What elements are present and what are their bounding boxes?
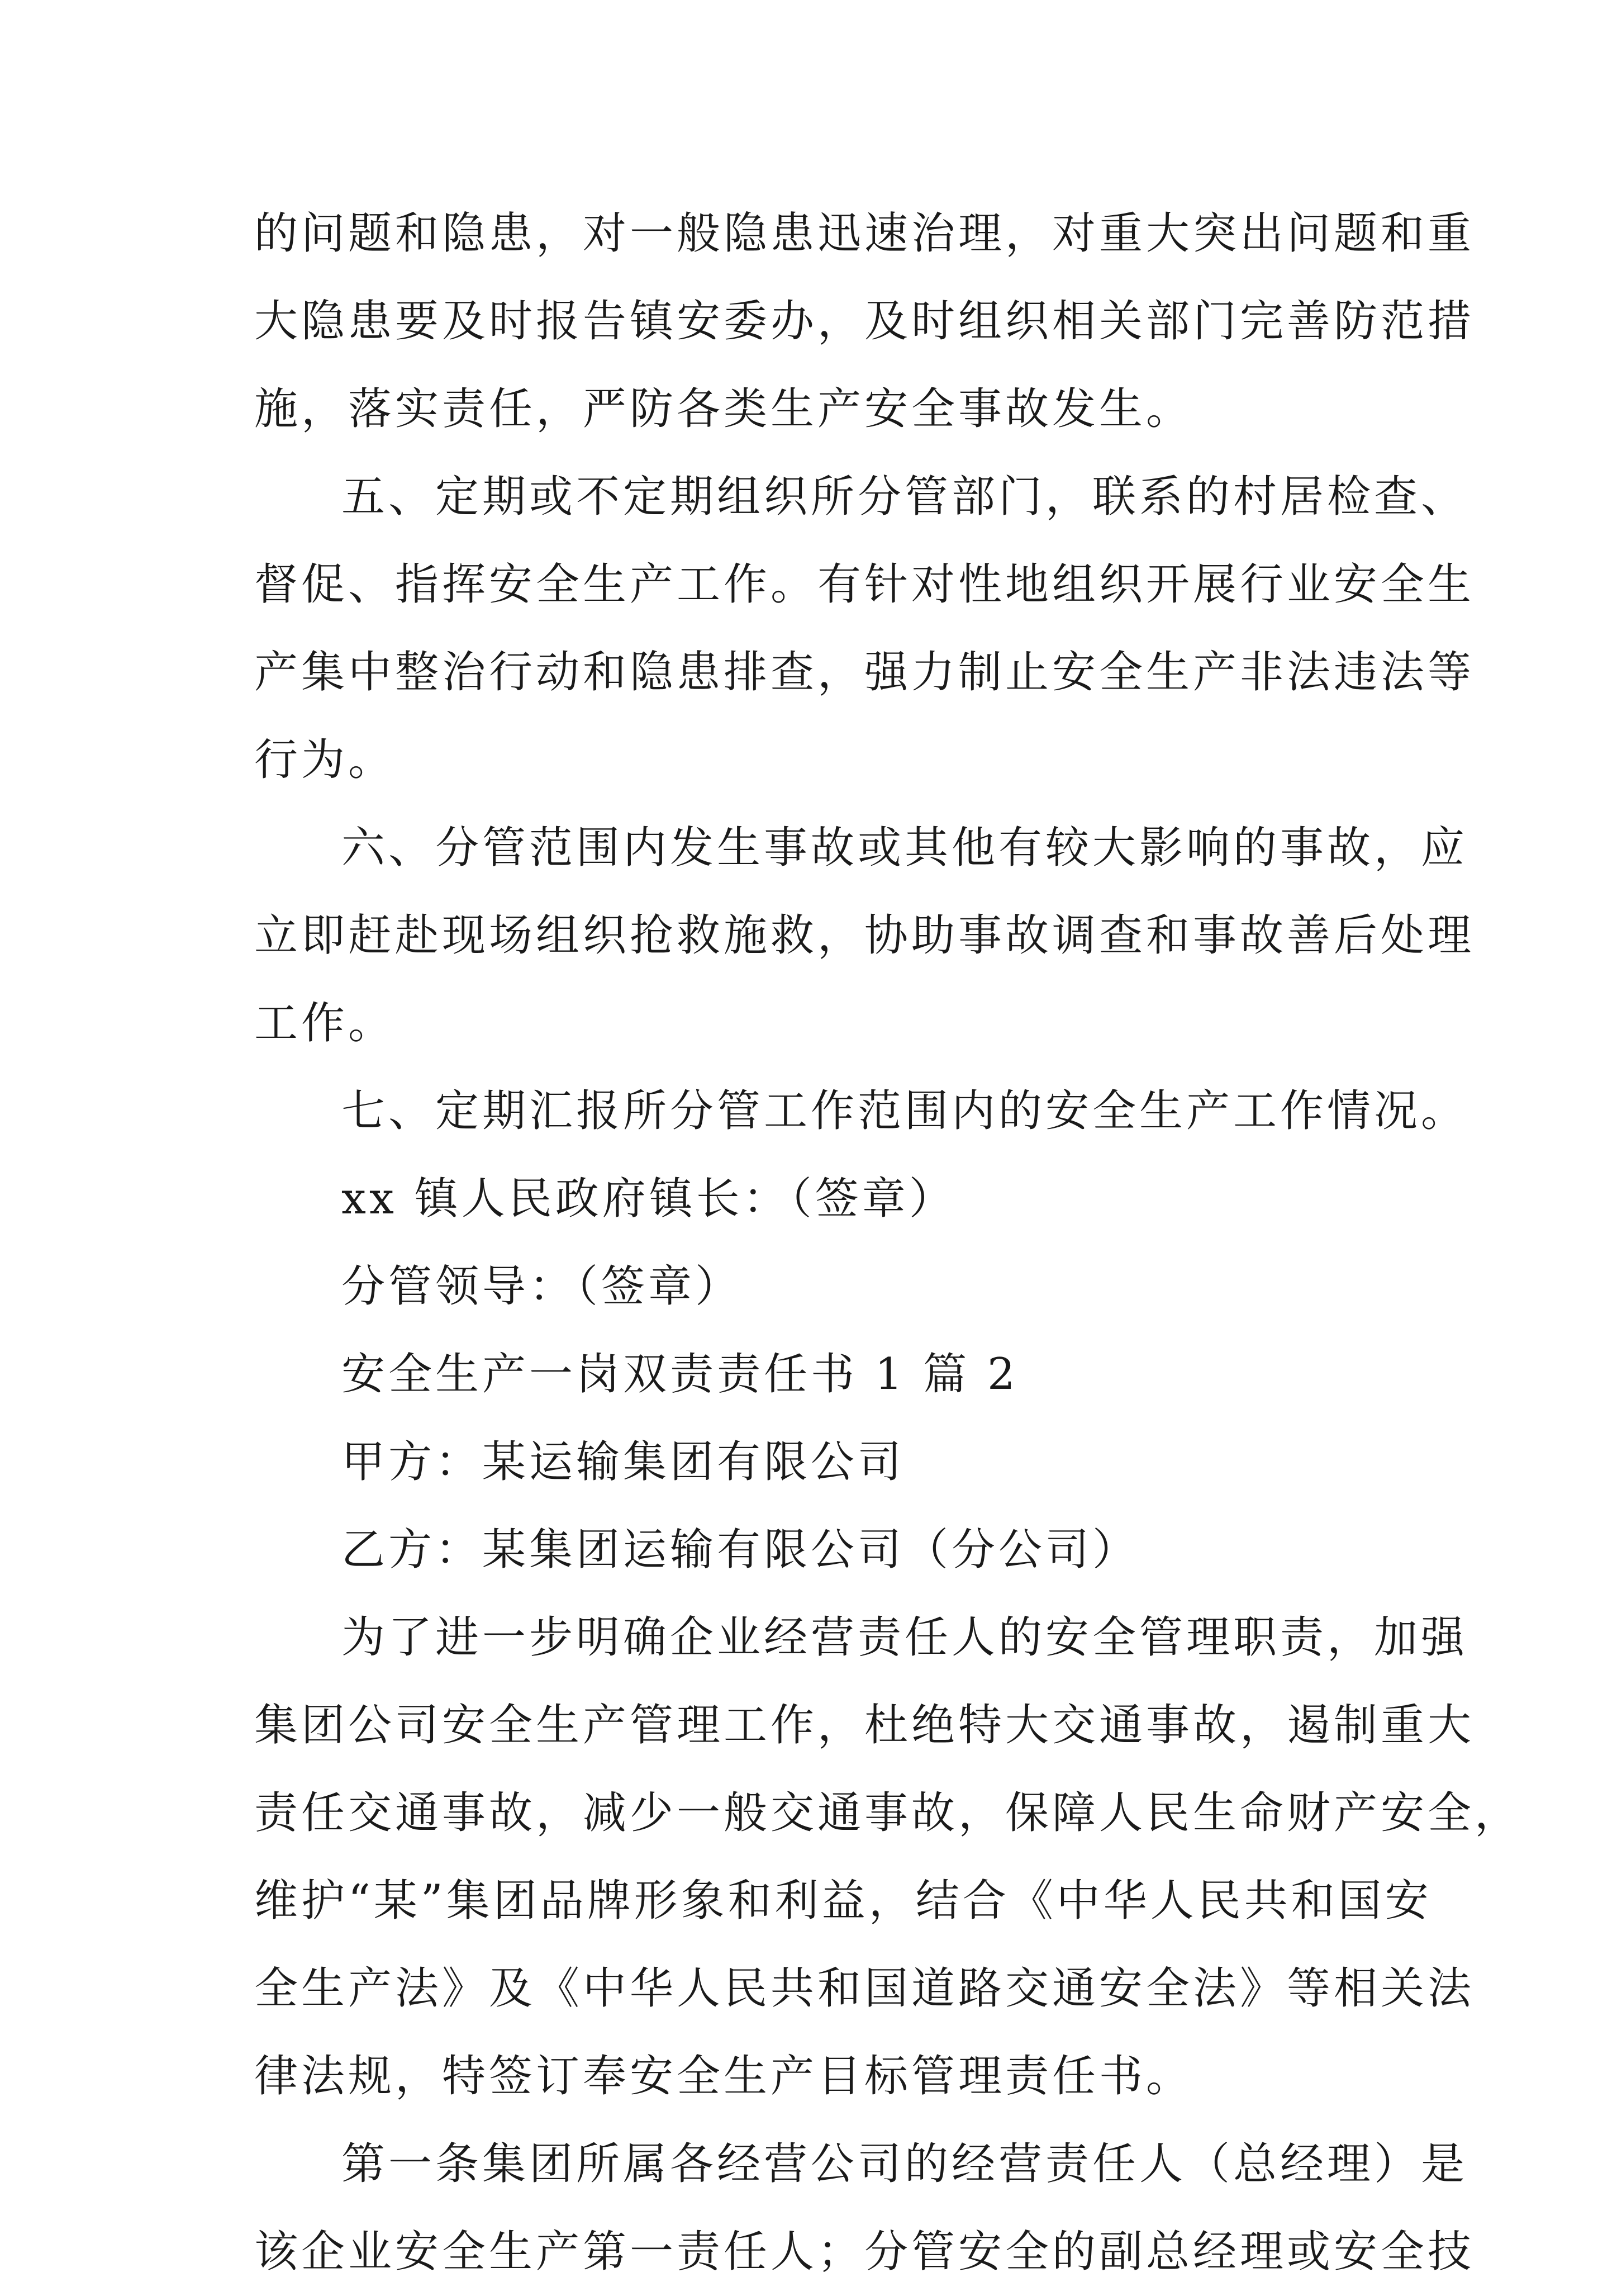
text-line: 五、定期或不定期组织所分管部门，联系的村居检查、 [341,472,1468,522]
text-line: 大隐患要及时报告镇安委办，及时组织相关部门完善防范措 [254,296,1475,347]
text-line: 六、分管范围内发生事故或其他有较大影响的事故，应 [341,823,1468,873]
text-line: 集团公司安全生产管理工作，杜绝特大交通事故，遏制重大 [254,1700,1475,1751]
text-line: 全生产法》及《中华人民共和国道路交通安全法》等相关法 [254,1963,1475,2014]
text-line: 产集中整治行动和隐患排查，强力制止安全生产非法违法等 [254,647,1475,698]
signature-line-mayor: xx 镇人民政府镇长：（签章） [341,1174,956,1224]
party-a: 甲方：某运输集团有限公司 [341,1437,905,1487]
text-line: 行为。 [254,735,396,785]
text-line: 第一条集团所属各经营公司的经营责任人（总经理）是 [341,2139,1468,2189]
text-line: 责任交通事故，减少一般交通事故，保障人民生命财产安全， [254,1788,1522,1838]
text-line: 督促、指挥安全生产工作。有针对性地组织开展行业安全生 [254,559,1475,610]
text-line: 该企业安全生产第一责任人；分管安全的副总经理或安全技 [254,2227,1475,2277]
text-line: 维护“某”集团品牌形象和利益，结合《中华人民共和国安 [254,1876,1432,1926]
text-line: 律法规，特签订奉安全生产目标管理责任书。 [254,2051,1193,2101]
document-body [254,190,1522,2296]
text-line: 的问题和隐患，对一般隐患迅速治理，对重大突出问题和重 [254,208,1475,259]
text-line: 工作。 [254,998,396,1049]
section-heading: 安全生产一岗双责责任书 1 篇 2 [341,1349,1019,1400]
signature-line-leader: 分管领导：（签章） [341,1261,743,1312]
text-line: 施，落实责任，严防各类生产安全事故发生。 [254,384,1193,434]
text-line: 为了进一步明确企业经营责任人的安全管理职责，加强 [341,1612,1468,1663]
text-line: 立即赶赴现场组织抢救施救，协助事故调查和事故善后处理 [254,910,1475,961]
text-line: 七、定期汇报所分管工作范围内的安全生产工作情况。 [341,1086,1468,1136]
party-b: 乙方：某集团运输有限公司（分公司） [341,1525,1140,1575]
